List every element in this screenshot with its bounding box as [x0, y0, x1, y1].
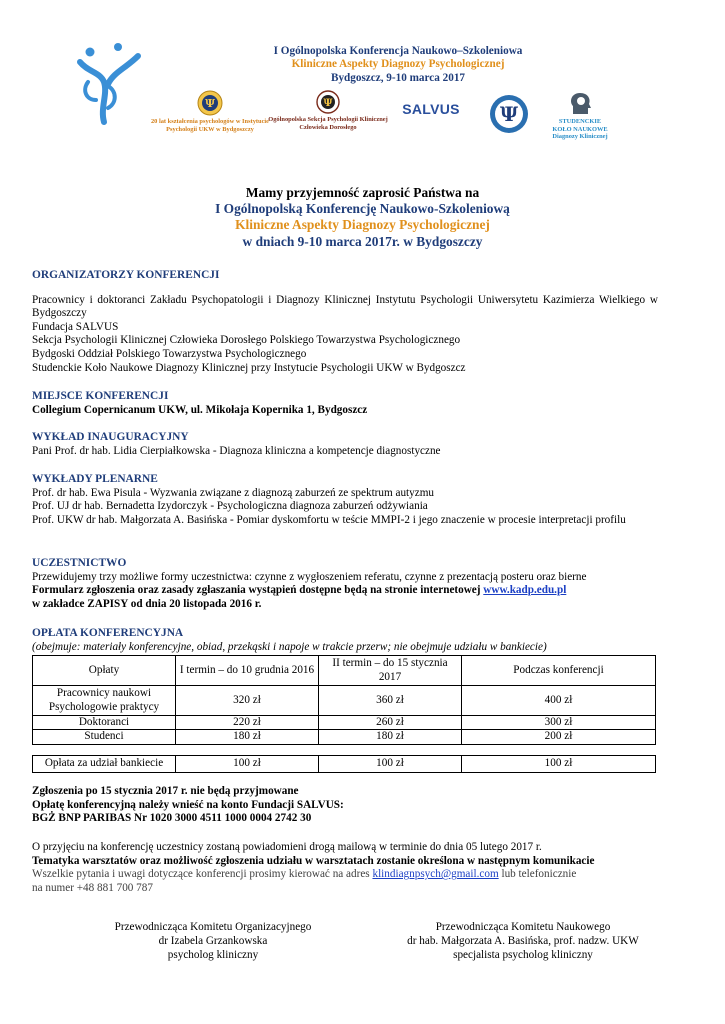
- invitation-line-3: Kliniczne Aspekty Diagnozy Psychologicznej: [235, 217, 490, 233]
- venue-section: [32, 390, 658, 417]
- header-cell: II termin – do 15 stycznia 2017: [319, 656, 462, 686]
- info-workshops: Tematyka warsztatów oraz możliwość zgłoszenia udziału w warsztatach zostanie określona w następnym komunikacie: [32, 854, 595, 867]
- header-cell: Podczas konferencji: [462, 656, 656, 686]
- info-phone: na numer +48 881 700 787: [32, 881, 153, 894]
- ukw-logo: [150, 90, 270, 133]
- cell: 100 zł: [462, 756, 656, 773]
- organizer-item: Sekcja Psychologii Klinicznej Człowieka Dorosłego Polskiego Towarzystwa Psychologicznego: [32, 334, 461, 347]
- invitation-line-1: Mamy przyjemność zaprosić Państwa na: [245, 185, 480, 200]
- conference-figure-logo: [74, 42, 150, 126]
- participation-form-text: Formularz zgłoszenia oraz zasady zgłaszania wystąpień dostępne będą na stronie internetowej: [32, 584, 481, 597]
- plenary-item: Prof. UKW dr hab. Małgorzata A. Basińska - Pomiar dyskomfortu w teście MMPI-2 i jego znaczenie w procesie interpretacji profilu: [32, 513, 626, 526]
- cell: 400 zł: [462, 686, 656, 716]
- conference-header: [240, 45, 556, 85]
- banquet-table: [32, 755, 656, 773]
- signature-role: Przewodnicząca Komitetu Organizacyjnego: [114, 921, 312, 933]
- participation-tab-info: w zakładce ZAPISY od dnia 20 listopada 2016 r.: [32, 597, 262, 610]
- organizers-heading: ORGANIZATORZY KONFERENCJI: [32, 269, 220, 281]
- psi-seal-icon: [489, 94, 529, 134]
- psychology-logo: [486, 94, 532, 136]
- info-contact-text-after: lub telefonicznie: [501, 868, 577, 881]
- cell: 100 zł: [319, 756, 462, 773]
- email-link[interactable]: klindiagnpsych@gmail.com: [372, 868, 499, 881]
- plenary-section: [32, 473, 658, 527]
- sekcja-seal-icon: [316, 90, 340, 114]
- website-link[interactable]: www.kadp.edu.pl: [483, 584, 567, 597]
- cell: Studenci: [33, 730, 176, 744]
- ukw-caption: 20 lat kształcenia psychologów w Instytucie Psychologii UKW w Bydgoszczy: [150, 118, 270, 133]
- header-line-1: I Ogólnopolska Konferencja Naukowo–Szkoleniowa: [273, 45, 523, 57]
- header-cell: I termin – do 10 grudnia 2016: [176, 656, 319, 686]
- header-cell: Opłaty: [33, 656, 176, 686]
- info-contact-text: Wszelkie pytania i uwagi dotyczące konferencji prosimy kierować na adres: [32, 868, 370, 881]
- payment-section: [32, 785, 658, 826]
- cell: 180 zł: [319, 730, 462, 744]
- svg-text:Ψ: Ψ: [499, 102, 519, 126]
- table-row: [33, 730, 656, 744]
- inaugural-heading: WYKŁAD INAUGURACYJNY: [32, 431, 189, 443]
- info-section: [32, 841, 658, 895]
- fees-heading: OPŁATA KONFERENCYJNA: [32, 627, 184, 639]
- organizer-item: Bydgoski Oddział Polskiego Towarzystwa Psychologicznego: [32, 347, 307, 360]
- cell: Opłata za udział bankiecie: [33, 756, 176, 773]
- head-gear-icon: [567, 90, 593, 116]
- venue-heading: MIEJSCE KONFERENCJI: [32, 390, 169, 402]
- info-contact: [32, 868, 658, 882]
- venue-text: Collegium Copernicanum UKW, ul. Mikołaja Kopernika 1, Bydgoszcz: [32, 403, 368, 416]
- signature-role: Przewodnicząca Komitetu Naukowego: [435, 921, 611, 933]
- signature-title: specjalista psycholog kliniczny: [453, 949, 593, 962]
- fees-table: [32, 655, 656, 745]
- kolo-caption: STUDENCKIE KOŁO NAUKOWE Diagnozy Klinicznej: [552, 118, 608, 141]
- salvus-logo: [394, 101, 468, 117]
- cell: 220 zł: [176, 716, 319, 730]
- inaugural-section: [32, 431, 658, 458]
- invitation-line-2: I Ogólnopolską Konferencję Naukowo-Szkoleniową: [215, 201, 510, 217]
- plenary-item: Prof. UJ dr hab. Bernadetta Izydorczyk - Psychologiczna diagnoza zaburzeń odżywiania: [32, 500, 428, 513]
- invitation-line-4: w dniach 9-10 marca 2017r. w Bydgoszczy: [242, 233, 483, 249]
- table-row: [33, 756, 656, 773]
- organizer-item: Studenckie Koło Naukowe Diagnozy Klinicznej przy Instytucie Psychologii UKW w Bydgoszcz: [32, 361, 466, 374]
- header-line-3: Bydgoszcz, 9-10 marca 2017: [330, 71, 466, 84]
- table-row: [33, 716, 656, 730]
- partner-logos: [150, 90, 610, 160]
- info-notification: O przyjęciu na konferencję uczestnicy zostaną powiadomieni drogą mailową w terminie do dnia 05 lutego 2017 r.: [32, 841, 542, 853]
- payment-instruction: Opłatę konferencyjną należy wnieść na konto Fundacji SALVUS:: [32, 798, 344, 811]
- kolo-logo: [552, 90, 608, 141]
- organizers-section: [32, 269, 658, 375]
- ukw-seal-icon: [197, 90, 223, 116]
- signature-left: [83, 920, 343, 963]
- plenary-item: Prof. dr hab. Ewa Pisula - Wyzwania związane z diagnozą zaburzeń ze spektrum autyzmu: [32, 486, 435, 499]
- cell: 260 zł: [319, 716, 462, 730]
- cell: 320 zł: [176, 686, 319, 716]
- payment-deadline: Zgłoszenia po 15 stycznia 2017 r. nie będą przyjmowane: [32, 785, 299, 797]
- bank-account: BGŻ BNP PARIBAS Nr 1020 3000 4511 1000 0004 2742 30: [32, 812, 312, 825]
- sekcja-caption: Ogólnopolska Sekcja Psychologii Klinicznej Człowieka Dorosłego: [268, 116, 388, 131]
- table-header-row: [33, 656, 656, 686]
- cell: 180 zł: [176, 730, 319, 744]
- invitation-block: [120, 185, 605, 250]
- cell: 300 zł: [462, 716, 656, 730]
- signature-name: dr Izabela Grzankowska: [158, 935, 268, 948]
- cell: 200 zł: [462, 730, 656, 744]
- participation-form-info: [32, 584, 658, 598]
- participation-heading: UCZESTNICTWO: [32, 557, 127, 569]
- signature-right: [378, 920, 668, 963]
- cell: Pracownicy naukowi Psychologowie praktycy: [33, 686, 176, 716]
- signature-title: psycholog kliniczny: [167, 949, 259, 962]
- cell: 100 zł: [176, 756, 319, 773]
- svg-text:Ψ: Ψ: [204, 97, 216, 110]
- cell: 360 zł: [319, 686, 462, 716]
- fees-section: [32, 627, 658, 654]
- cell: Doktoranci: [33, 716, 176, 730]
- participation-text: Przewidujemy trzy możliwe formy uczestnictwa: czynne z wygłoszeniem referatu, czynne z prezentacją posteru oraz bierne: [32, 570, 587, 583]
- inaugural-text: Pani Prof. dr hab. Lidia Cierpiałkowska - Diagnoza kliniczna a kompetencje diagnostyczne: [32, 444, 441, 457]
- sekcja-logo: [268, 90, 388, 131]
- table-row: [33, 686, 656, 716]
- signature-name: dr hab. Małgorzata A. Basińska, prof. nadzw. UKW: [407, 935, 639, 948]
- organizer-item: Pracownicy i doktoranci Zakładu Psychopatologii i Diagnozy Klinicznej Instytutu Psychologii Uniwersytetu Kazimierza Wielkiego w Bydgoszczy: [32, 293, 658, 320]
- salvus-wordmark: SALVUS: [402, 101, 460, 117]
- fees-note: (obejmuje: materiały konferencyjne, obiad, przekąski i napoje w trakcie przerw; nie obejmuje udziału w bankiecie): [32, 640, 547, 653]
- plenary-heading: WYKŁADY PLENARNE: [32, 473, 158, 485]
- header-line-2: Kliniczne Aspekty Diagnozy Psychologicznej: [291, 58, 505, 71]
- svg-text:Ψ: Ψ: [323, 98, 333, 109]
- organizer-item: Fundacja SALVUS: [32, 320, 119, 333]
- participation-section: [32, 557, 658, 611]
